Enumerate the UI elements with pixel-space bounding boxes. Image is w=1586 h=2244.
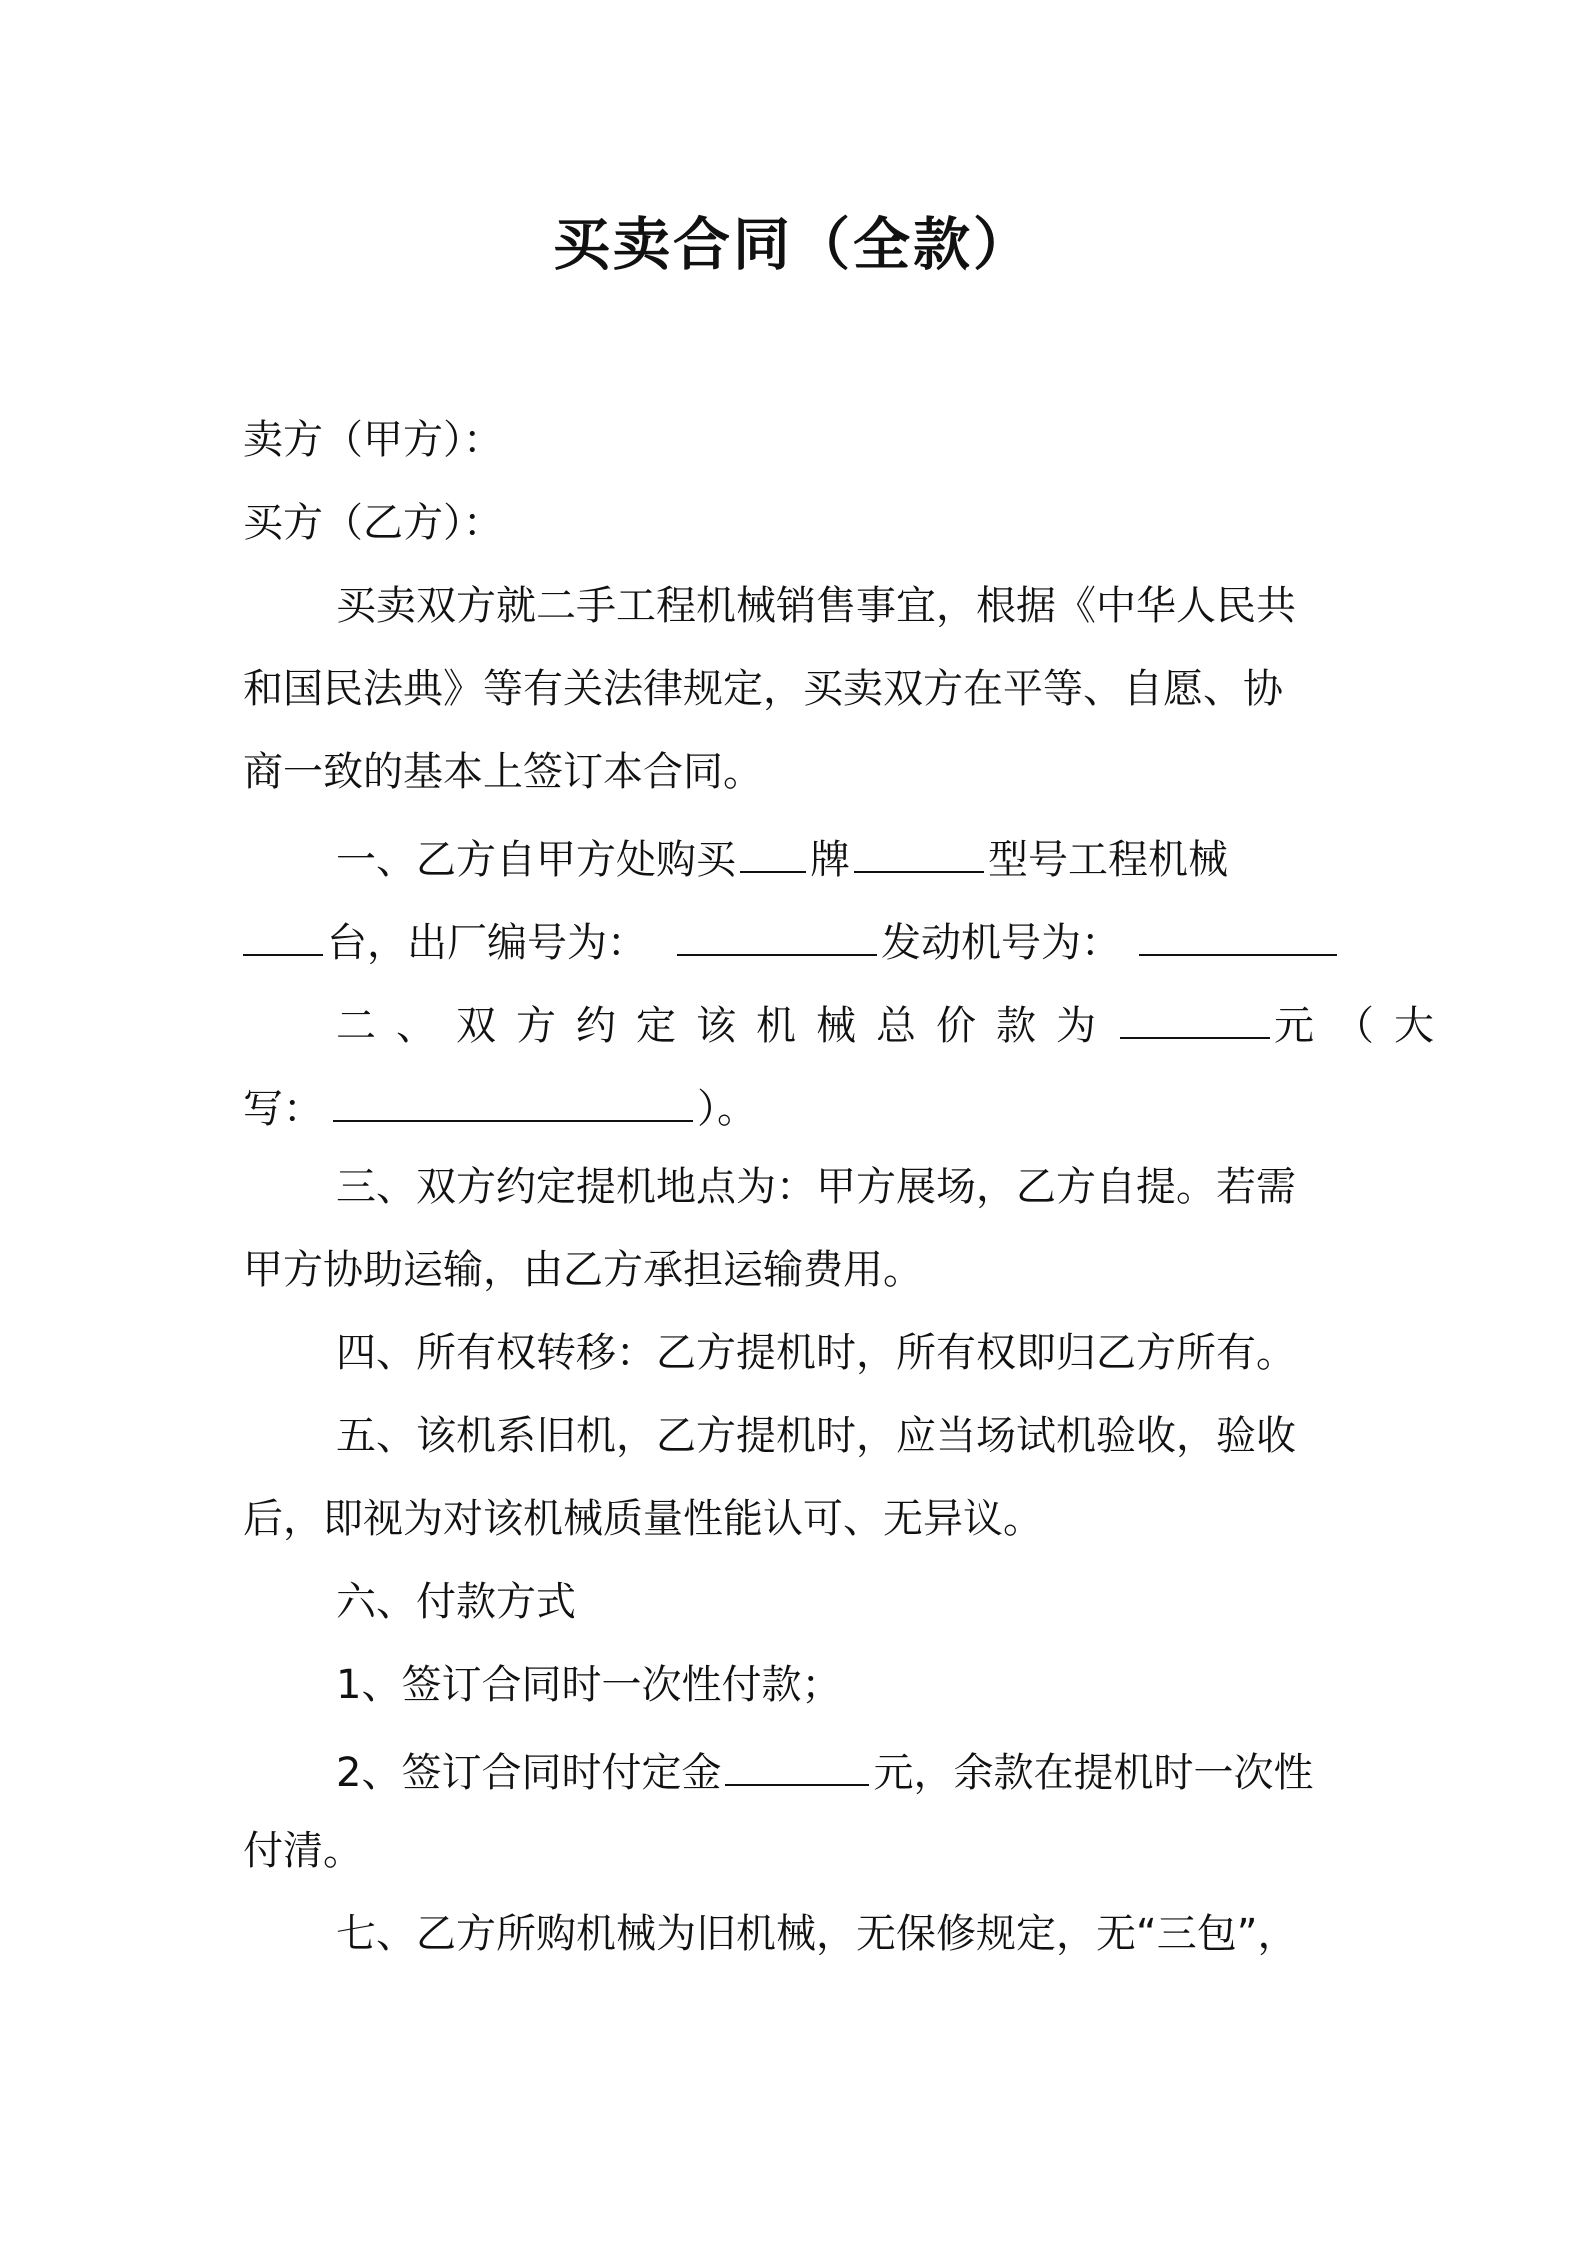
clause-1-brand-label: 牌	[810, 837, 850, 883]
brand-blank	[740, 825, 806, 873]
clause-5-line-2: 后，即视为对该机械质量性能认可、无异议。	[243, 1496, 1043, 1542]
clause-6-item-2-rest: 元，余款在提机时一次性	[873, 1750, 1314, 1796]
clause-2-line-1	[336, 991, 1454, 1056]
clause-2-line-2	[243, 1074, 757, 1139]
clause-1-text: 一、乙方自甲方处购买	[336, 837, 736, 883]
clause-1-model-label: 型号工程机械	[988, 837, 1228, 883]
quantity-blank	[243, 908, 323, 956]
intro-line-3: 商一致的基本上签订本合同。	[243, 749, 763, 795]
engine-number-blank	[1139, 908, 1337, 956]
clause-4: 四、所有权转移：乙方提机时，所有权即归乙方所有。	[336, 1330, 1296, 1376]
clause-5-line-1: 五、该机系旧机，乙方提机时，应当场试机验收，验收	[336, 1413, 1296, 1459]
clause-7-line-1: 七、乙方所购机械为旧机械，无保修规定，无“三包”，	[336, 1911, 1298, 1957]
clause-1-engine-label: 发动机号为：	[881, 920, 1121, 966]
clause-6-item-2-line-1	[336, 1738, 1313, 1803]
clause-6-item-2-line-2: 付清。	[243, 1828, 363, 1874]
clause-3-line-1: 三、双方约定提机地点为：甲方展场，乙方自提。若需	[336, 1164, 1296, 1210]
total-price-blank	[1120, 991, 1270, 1039]
clause-6-heading: 六、付款方式	[336, 1579, 576, 1625]
model-blank	[854, 825, 984, 873]
clause-1-line-2	[243, 908, 1341, 973]
clause-2-capital-label: 写：	[243, 1086, 323, 1132]
clause-2-end: ）。	[697, 1086, 757, 1132]
document-title: 买卖合同（全款）	[553, 212, 1033, 278]
clause-3-line-2: 甲方协助运输，由乙方承担运输费用。	[243, 1247, 923, 1293]
clause-6-item-2-text: 2、签订合同时付定金	[336, 1750, 722, 1796]
serial-number-blank	[677, 908, 877, 956]
intro-line-1: 买卖双方就二手工程机械销售事宜，根据《中华人民共	[336, 583, 1296, 629]
seller-label: 卖方（甲方）：	[243, 417, 503, 463]
clause-1-serial-label: 台，出厂编号为：	[327, 920, 647, 966]
clause-2-yuan-label: 元（大	[1274, 1003, 1454, 1049]
intro-line-2: 和国民法典》等有关法律规定，买卖双方在平等、自愿、协	[243, 666, 1283, 712]
clause-6-item-1: 1、签订合同时一次性付款；	[336, 1662, 842, 1708]
capital-amount-blank	[333, 1074, 693, 1122]
buyer-label: 买方（乙方）：	[243, 500, 503, 546]
clause-1-line-1	[336, 825, 1228, 890]
deposit-blank	[725, 1738, 869, 1786]
clause-2-text: 二、双方约定该机械总价款为	[336, 1003, 1116, 1049]
